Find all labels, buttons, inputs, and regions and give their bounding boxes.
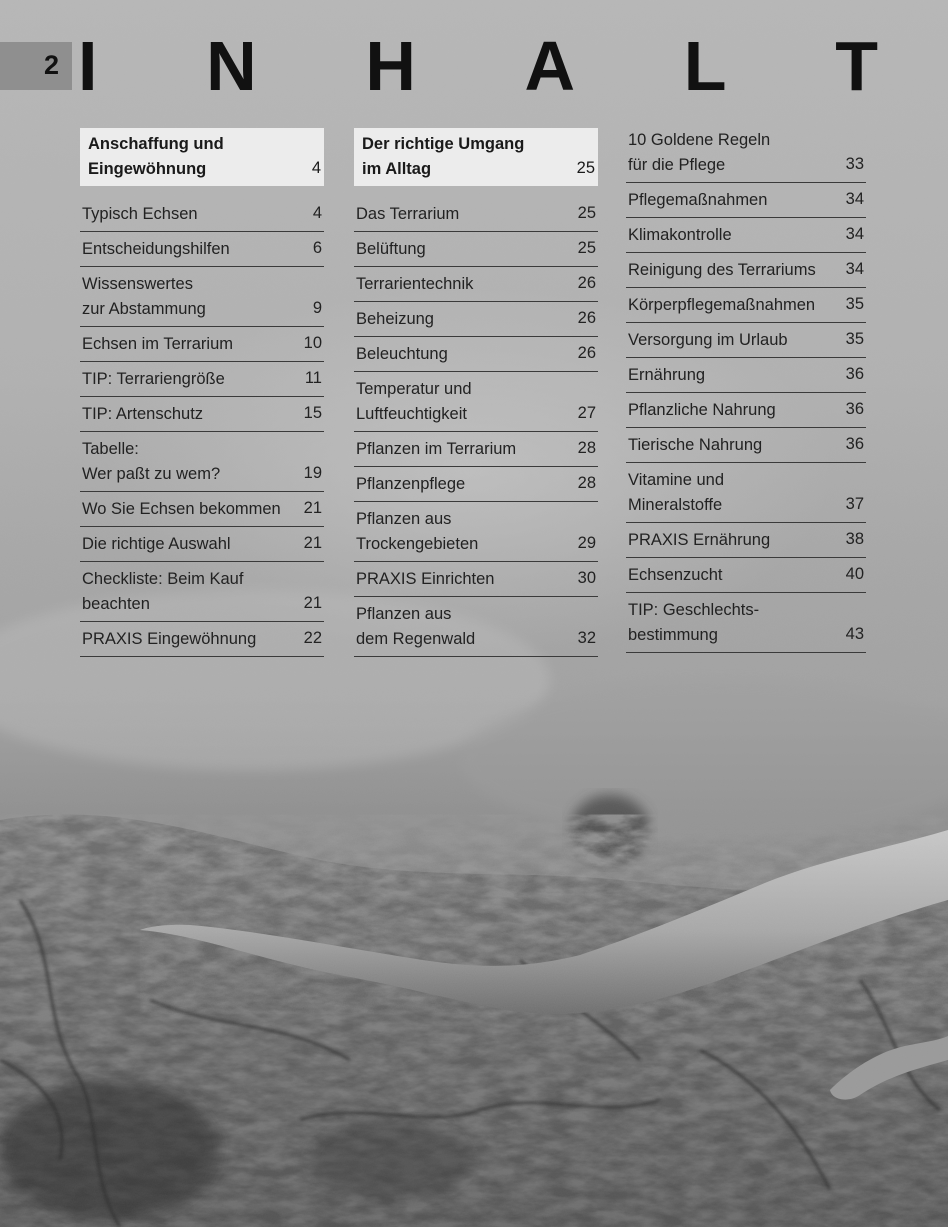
toc-entry-page: 27	[577, 404, 596, 422]
toc-entry	[354, 432, 598, 467]
toc-entry	[626, 393, 866, 428]
page-title	[78, 26, 878, 106]
toc-entry-page: 10	[303, 334, 322, 352]
toc-entry-title: Tierische Nahrung	[628, 436, 763, 454]
toc-entry	[354, 232, 598, 267]
toc-entry	[354, 597, 598, 657]
toc-entry-title: Beheizung	[356, 310, 434, 328]
title-letter: I	[78, 27, 98, 105]
toc-entry-title: Das Terrarium	[356, 205, 460, 223]
toc-entry-title: Die richtige Auswahl	[82, 535, 231, 553]
toc-entry-page: 4	[312, 204, 322, 222]
toc-entry	[80, 267, 324, 327]
title-letter: A	[524, 27, 576, 105]
toc-entry-title: Entscheidungshilfen	[82, 240, 230, 258]
toc-entry-page: 4	[311, 159, 321, 177]
toc-entry	[354, 372, 598, 432]
toc-entry-page: 28	[577, 474, 596, 492]
toc-entry-page: 33	[845, 155, 864, 173]
page-number-box	[0, 42, 72, 90]
toc-entry-title: Wo Sie Echsen bekommen	[82, 500, 281, 518]
toc-entry-page: 36	[845, 435, 864, 453]
toc-entry-page: 28	[577, 439, 596, 457]
toc-entry-page: 43	[845, 625, 864, 643]
toc-entry	[626, 253, 866, 288]
title-letter: L	[683, 27, 727, 105]
toc-entry	[354, 267, 598, 302]
toc-entry	[80, 397, 324, 432]
toc-entry-page: 26	[577, 309, 596, 327]
toc-entry	[626, 183, 866, 218]
toc-entry-page: 36	[845, 365, 864, 383]
toc-entry-title: Pflanzenpflege	[356, 475, 466, 493]
toc-entry-page: 15	[303, 404, 322, 422]
toc-entry-page: 25	[577, 239, 596, 257]
toc-entry-title: Pflanzen im Terrarium	[356, 440, 517, 458]
toc-entry	[80, 327, 324, 362]
toc-entry	[354, 502, 598, 562]
toc-entry-title: 10 Goldene Regeln für die Pflege	[628, 131, 771, 174]
toc-entry-page: 22	[303, 629, 322, 647]
toc-entry	[354, 197, 598, 232]
toc-entry-page: 26	[577, 344, 596, 362]
toc-entry-page: 25	[576, 159, 595, 177]
toc-entry-title: TIP: Terrariengröße	[82, 370, 225, 388]
toc-entry-page: 25	[577, 204, 596, 222]
toc-entry-title: Versorgung im Urlaub	[628, 331, 788, 349]
toc-entry-title: Der richtige Umgang im Alltag	[362, 135, 525, 178]
toc-entry	[80, 492, 324, 527]
toc-entry	[626, 463, 866, 523]
toc-entry-title: Reinigung des Terrariums	[628, 261, 816, 279]
toc-entry	[354, 467, 598, 502]
toc-entry	[80, 562, 324, 622]
toc-entry	[80, 362, 324, 397]
toc-entry-title: Pflegemaßnahmen	[628, 191, 768, 209]
title-letter: T	[835, 27, 878, 105]
toc-entry-page: 37	[845, 495, 864, 513]
toc-column-3	[626, 128, 866, 653]
toc-entry-title: Terrarientechnik	[356, 275, 474, 293]
title-letter: H	[365, 27, 416, 105]
toc-entry-page: 34	[845, 260, 864, 278]
toc-entry	[354, 337, 598, 372]
toc-entry-page: 11	[304, 369, 322, 387]
toc-entry-title: Belüftung	[356, 240, 426, 258]
toc-entry-title: Ernährung	[628, 366, 706, 384]
toc-entry-title: PRAXIS Eingewöhnung	[82, 630, 257, 648]
toc-entry-title: Temperatur und Luftfeuchtigkeit	[356, 380, 472, 423]
toc-entry	[626, 428, 866, 463]
toc-entry-title: Echsen im Terrarium	[82, 335, 233, 353]
toc-entry-page: 30	[577, 569, 596, 587]
toc-entry	[626, 523, 866, 558]
toc-entry-title: Körperpflegemaßnahmen	[628, 296, 816, 314]
toc-entry-page: 35	[845, 330, 864, 348]
toc-entry	[354, 302, 598, 337]
toc-section-heading	[80, 128, 324, 186]
toc-entry-page: 40	[845, 565, 864, 583]
toc-entry-title: Typisch Echsen	[82, 205, 198, 223]
toc-entry	[626, 593, 866, 653]
toc-entry	[80, 622, 324, 657]
toc-entry-page: 35	[845, 295, 864, 313]
toc-entry-page: 32	[577, 629, 596, 647]
toc-entry-title: Wissenswertes zur Abstammung	[82, 275, 206, 318]
toc-entry-title: Echsenzucht	[628, 566, 723, 584]
toc-entry	[626, 558, 866, 593]
toc-entry-title: Tabelle: Wer paßt zu wem?	[82, 440, 221, 483]
title-letter: N	[206, 27, 257, 105]
toc-entry-title: Anschaffung und Eingewöhnung	[88, 135, 224, 178]
toc-entry-page: 36	[845, 400, 864, 418]
toc-section-heading	[354, 128, 598, 186]
toc-entry-page: 21	[303, 594, 322, 612]
toc-entry	[626, 323, 866, 358]
toc-entry-page: 38	[845, 530, 864, 548]
toc-entry-title: Pflanzen aus dem Regenwald	[356, 605, 476, 648]
toc-entry	[626, 128, 866, 183]
toc-entry-page: 29	[577, 534, 596, 552]
toc-entry-page: 34	[845, 225, 864, 243]
toc-entry-page: 21	[303, 534, 322, 552]
toc-entry-title: Klimakontrolle	[628, 226, 732, 244]
toc-entry-title: Pflanzen aus Trockengebieten	[356, 510, 479, 553]
toc-entry-page: 9	[312, 299, 322, 317]
toc-entry	[354, 562, 598, 597]
toc-entry-title: TIP: Artenschutz	[82, 405, 204, 423]
toc-column-1	[80, 128, 324, 657]
toc-entry	[626, 218, 866, 253]
toc-column-2	[354, 128, 598, 657]
toc-entry-title: PRAXIS Einrichten	[356, 570, 495, 588]
toc-entry-title: Vitamine und Mineralstoffe	[628, 471, 725, 514]
toc-entry	[626, 288, 866, 323]
toc-entry	[626, 358, 866, 393]
toc-entry-page: 6	[312, 239, 322, 257]
toc-entry	[80, 527, 324, 562]
toc-entry-page: 34	[845, 190, 864, 208]
page-number: 2	[44, 50, 60, 80]
toc-entry-page: 19	[303, 464, 322, 482]
toc-entry-title: Pflanzliche Nahrung	[628, 401, 776, 419]
toc-entry	[80, 197, 324, 232]
toc-entry	[80, 432, 324, 492]
toc-entry-title: PRAXIS Ernährung	[628, 531, 771, 549]
toc-entry-page: 26	[577, 274, 596, 292]
toc-entry-title: Checkliste: Beim Kauf beachten	[82, 570, 244, 613]
toc-entry-title: Beleuchtung	[356, 345, 448, 363]
toc-entry	[80, 232, 324, 267]
toc-entry-page: 21	[303, 499, 322, 517]
toc-entry-title: TIP: Geschlechts- bestimmung	[628, 601, 760, 644]
